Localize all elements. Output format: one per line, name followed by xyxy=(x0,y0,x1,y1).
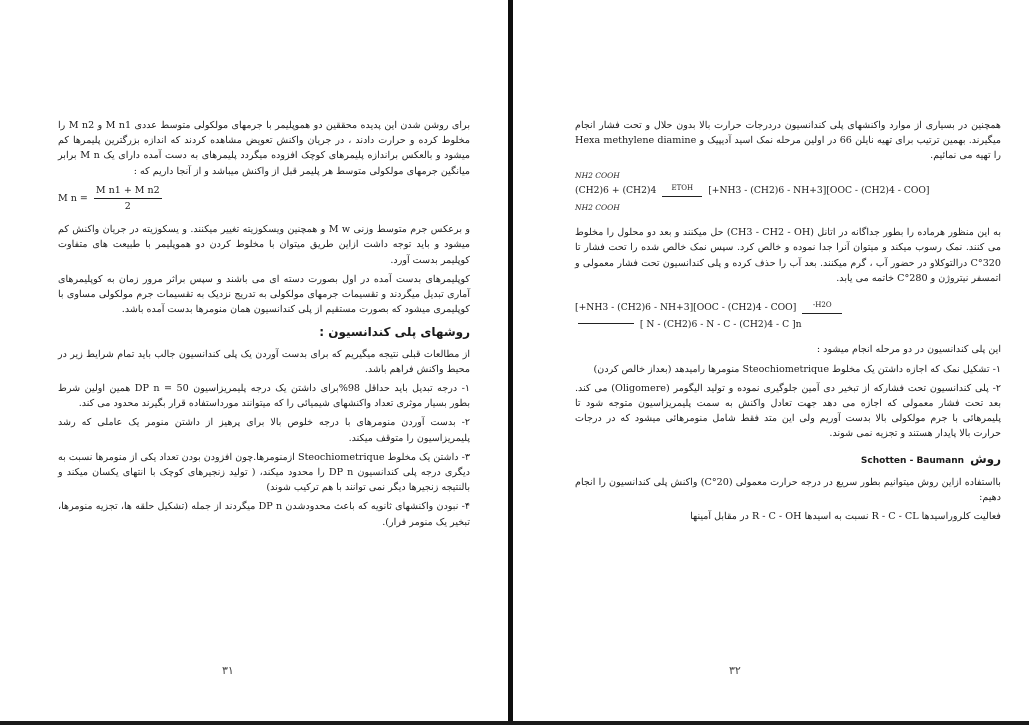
method-item-4: ۴- نبودن واکنشهای ثانویه که باعث محدودشدن DP n میگردند از جمله (تشکیل حلقه ها، تجزیه منومرها، تبخیر یک منومر فرار). xyxy=(58,501,470,528)
reaction2-row-1 xyxy=(575,300,1001,317)
left-paragraph-2: و برعکس جرم متوسط وزنی M w و همچنین ویسکوزیته تغییر میکنند. و یسکوزیته در جریان واکنش کم میشود و باید توجه داشت ازاین طریق میتوان با مخلوط کردن دو هموپلیمر با طبیعت های متفاوت کوپلیمر بدست آورد. xyxy=(58,224,470,266)
schotten-heading-latin: Schotten - Baumann xyxy=(860,455,965,466)
left-page xyxy=(0,0,508,725)
section-heading-polycondensation-methods: روشهای پلی کندانسیون : xyxy=(319,325,470,340)
reaction2-row-2 xyxy=(575,317,1001,332)
reactivity-paragraph: فعالیت کلروراسیدها R - C - CL نسبت به اسیدها R - C - OH در مقابل آمینها xyxy=(690,511,1001,523)
left-paragraph-1: برای روشن شدن این پدیده محققین دو هموپلیمر با جرمهای مولکولی متوسط عددی M n1 و M n2 را مخلوط کرده و حرارت دادند ، در جریان واکنش تعویض مشاهده کردند که اندازه بزرگترین پلیمرها کم میشود و بالعکس براندازه پلیمرهای کوچک افزوده میگردد پلیمرهای به دست آمده دارای یک M n برابر میانگین جرمهای مولکولی متوسط هر پلیمر قبل از واکنش میباشد و از آنجا داریم که : xyxy=(58,120,470,177)
right-paragraph-salt: به این منظور هرماده را بطور جداگانه در اتانل (CH3 - CH2 - OH) حل میکنند و بعد دو محلول را مخلوط می کنند. نمک رسوب میکند و میتوان آنرا جدا نموده و خالص کرد. سپس نمک خالص شده را تحت فشار تا 320°C درالتوکلاو در حضور آب ، گرم میکنند. بعد آب را حذف کرده و پلی کندانسیون تحت فشار معمولی و اتمسفر نیتروژن و 280°C خاتمه می یابد. xyxy=(575,227,1001,284)
reaction2-polymer: [ N - (CH2)6 - N - C - (CH2)4 - C ]n xyxy=(639,319,802,331)
right-paragraph-intro: همچنین در بسیاری از موارد واکنشهای پلی کندانسیون دردرجات حرارت بالا بدون حلال و تحت فشار انجام میگیرند. بهمین ترتیب برای تهیه نایلن 66 در اولین مرحله نمک اسید آدیپیک و Hexa methylene diamine را تهیه می نمائیم. xyxy=(575,120,1001,162)
step-item-1: ۱- تشکیل نمک که اجازه داشتن یک مخلوط Steochiometrique منومرها رامیدهد (بعداز خالص کردن) xyxy=(593,363,1001,375)
left-page-column xyxy=(58,118,470,534)
right-page-column xyxy=(575,118,1001,528)
reaction1-arrow: ETOH xyxy=(662,181,702,197)
reaction2-arrow-2 xyxy=(578,323,634,324)
right-page xyxy=(513,0,1029,725)
formula-denominator: 2 xyxy=(124,201,131,213)
formula-fraction xyxy=(94,183,162,214)
page-number-left: ۳۱ xyxy=(222,664,234,677)
page-number-right: ۳۲ xyxy=(729,664,741,677)
schotten-heading-fa: روش xyxy=(970,451,1001,466)
reaction1-bottom-labels: NH2 COOH xyxy=(575,203,620,213)
reaction2-arrow-1: -H2O xyxy=(802,298,842,314)
page-bottom-edge xyxy=(0,721,1029,725)
reaction1-product: [+NH3 - (CH2)6 - NH+3][OOC - (CH2)4 - COO] xyxy=(708,184,930,196)
reaction1-top-labels: NH2 COOH xyxy=(575,170,620,180)
method-item-3: ۳- داشتن یک مخلوط Steochiometrique ازمنومرها.چون افزودن بودن تعداد یکی از منومرها نسبت به دیگری درجه پلی کندانسیون DP n را محدود میکند، ( تولید زنجیرهای کوچک با انتهای یکسان میکند و بالنتیجه زنجیرها دیگر نمی توانند با هم ترکیب شوند) xyxy=(58,451,470,494)
method-item-1: ۱- درجه تبدیل باید حداقل 98%برای داشتن یک درجه پلیمریزاسیون 50 = DP n همین اولین شرط بطور بسیار موثری تعداد واکنشهای شیمیائی را که میتوانند مورداستفاده قرار بگیرند محدود می کند. xyxy=(58,383,471,410)
reaction1-main-row xyxy=(575,183,1001,200)
left-paragraph-3: کوپلیمرهای بدست آمده در اول بصورت دسته ای می باشند و سپس براثر مرور زمان به کوپلیمرهای آماری تبدیل میگردند و تقسیمات جرمهای مولکولی به تدریج نزدیک به تقسیمات جرم مولکولی مساوی با کوپلیمری میشود که بصورت مستقیم از پلی کندانسیون همان منومرها بدست آمده باشد. xyxy=(58,273,470,316)
reaction2-salt: [+NH3 - (CH2)6 - NH+3][OOC - (CH2)4 - COO] xyxy=(575,302,797,314)
schotten-baumann-heading xyxy=(575,452,1001,469)
step-item-2: ۲- پلی کندانسیون تحت فشارکه از تبخیر دی آمین جلوگیری نموده و تولید الیگومر (Oligomere) می کند. بعد تحت فشار معمولی که اجازه می دهد جهت تعادل واکنش به سمت پلیمریزاسیون متوجه شود تا پلیمرهائی با جرم مولکولی بالا بدست آوریم ولی این متد فقط شامل منومرهائی میشود که در درجات حرارت بالا پایدار هستند و تجزیه نمی شوند. xyxy=(575,382,1001,440)
salt-formation-reaction xyxy=(575,168,1001,216)
methods-intro: از مطالعات قبلی نتیجه میگیریم که برای بدست آوردن یک پلی کندانسیون جالب باید تمام شرایط زیر در محیط واکنش فراهم باشد. xyxy=(58,348,470,375)
reaction2-caption: این پلی کندانسیون در دو مرحله انجام میشود : xyxy=(816,344,1001,356)
reaction1-reactants: (CH2)6 + (CH2)4 xyxy=(575,184,657,196)
polycondensation-reaction xyxy=(575,300,1001,332)
formula-numerator: M n1 + M n2 xyxy=(94,183,162,199)
mn-average-formula xyxy=(58,183,470,214)
formula-mn-label: M n = xyxy=(58,193,88,205)
method-item-2: ۲- بدست آوردن منومرهای با درجه خلوص بالا برای پرهیز از داشتن منومر یک عاملی که رشد پلیمریزاسیون را متوقف میکند. xyxy=(58,417,470,444)
schotten-paragraph: بااستفاده ازاین روش میتوانیم بطور سریع در درجه حرارت معمولی (20°C) واکنش پلی کندانسیون را انجام دهیم: xyxy=(575,476,1001,504)
